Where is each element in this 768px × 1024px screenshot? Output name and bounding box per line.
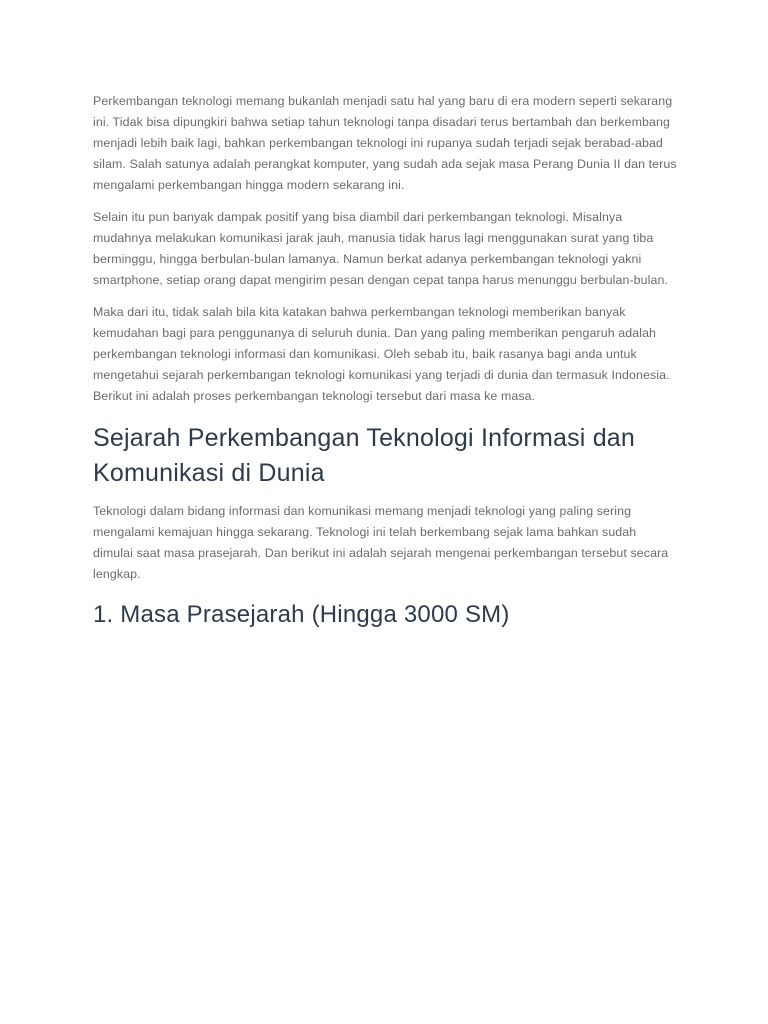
document-page — [93, 91, 679, 631]
section-heading: Sejarah Perkembangan Teknologi Informasi dan Komunikasi di Dunia — [93, 424, 636, 487]
intro-paragraph-2: Selain itu pun banyak dampak positif yang bisa diambil dari perkembangan teknologi. Misalnya mudahnya melakukan komunikasi jarak jauh, manusia tidak harus lagi menggunakan surat yang tiba berminggu, hingga berbulan-bulan lamanya. Namun berkat adanya perkembangan teknologi yakni smartphone, setiap orang dapat mengirim pesan dengan cepat tanpa harus menunggu berbulan-bulan. — [93, 210, 669, 287]
subsection-heading: 1. Masa Prasejarah (Hingga 3000 SM) — [93, 601, 510, 628]
intro-paragraph-1: Perkembangan teknologi memang bukanlah menjadi satu hal yang baru di era modern seperti sekarang ini. Tidak bisa dipungkiri bahwa setiap tahun teknologi tanpa disadari terus bertambah dan berkembang menjadi lebih baik lagi, bahkan perkembangan teknologi ini rupanya sudah terjadi sejak berabad-abad silam. Salah satunya adalah perangkat komputer, yang sudah ada sejak masa Perang Dunia II dan terus mengalami perkembangan hingga modern sekarang ini. — [93, 94, 677, 192]
section-paragraph: Teknologi dalam bidang informasi dan komunikasi memang menjadi teknologi yang paling sering mengalami kemajuan hingga sekarang. Teknologi ini telah berkembang sejak lama bahkan sudah dimulai saat masa prasejarah. Dan berikut ini adalah sejarah mengenai perkembangan tersebut secara lengkap. — [93, 504, 669, 581]
intro-paragraph-3: Maka dari itu, tidak salah bila kita katakan bahwa perkembangan teknologi memberikan banyak kemudahan bagi para penggunanya di seluruh dunia. Dan yang paling memberikan pengaruh adalah perkembangan teknologi informasi dan komunikasi. Oleh sebab itu, baik rasanya bagi anda untuk mengetahui sejarah perkembangan teknologi komunikasi yang terjadi di dunia dan termasuk Indonesia. Berikut ini adalah proses perkembangan teknologi tersebut dari masa ke masa. — [93, 305, 670, 403]
